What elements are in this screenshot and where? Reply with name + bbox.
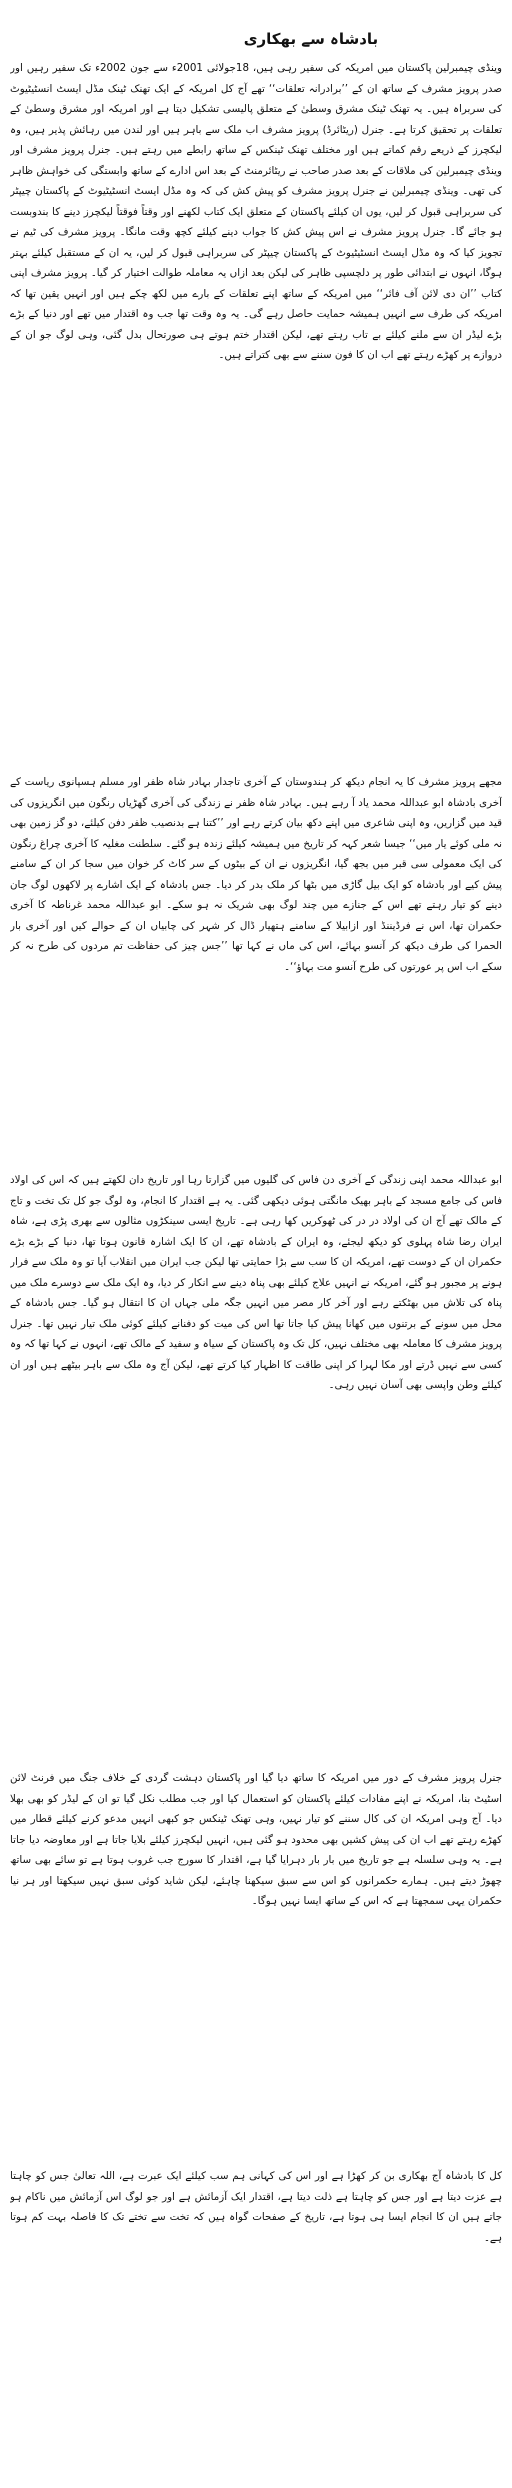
paragraph-5: کل کا بادشاہ آج بھکاری بن کر کھڑا ہے اور اس کی کہانی ہم سب کیلئے ایک عبرت ہے، اللہ تعالیٰ جس کو چاہتا ہے عزت دیتا ہے اور جس کو چاہتا ہے ذلت دیتا ہے، اقتدار ایک آزمائش ہے اور جو لوگ اس آزمائش میں ناکام ہو جاتے ہیں ان کا انجام ایسا ہی ہوتا ہے، تاریخ کے صفحات گواہ ہیں کہ تخت سے تختے تک کا فاصلہ بہت کم ہوتا ہے۔ — [10, 2170, 502, 2244]
paragraph-2: مجھے پرویز مشرف کا یہ انجام دیکھ کر ہندوستان کے آخری تاجدار بہادر شاہ ظفر اور مسلم ہسپانوی ریاست کے آخری بادشاہ ابو عبداللہ محمد یاد آ رہے ہیں۔ بہادر شاہ ظفر نے زندگی کی آخری گھڑیاں رنگون میں انگریزوں کی قید میں گزاریں، وہ اپنی شاعری میں اپنے دکھ بیان کرتے رہے اور ’’کتنا ہے بدنصیب ظفر دفن کیلئے، دو گز زمین بھی نہ ملی کوئے یار میں‘‘ جیسا شعر کہہ کر تاریخ میں ہمیشہ کیلئے زندہ ہو گئے۔ سلطنت مغلیہ کا آخری چراغ رنگون کی ایک معمولی سی قبر میں بجھ گیا، انگریزوں نے ان کے بیٹوں کے سر کاٹ کر خوان میں سجا کر ان کے سامنے پیش کیے اور بادشاہ کو ایک بیل گاڑی میں بٹھا کر ملک بدر کر دیا۔ جس بادشاہ کے ایک اشارے پر لاکھوں لوگ جان دینے کو تیار رہتے تھے اس کے جنازے میں چند لوگ بھی شریک نہ ہو سکے۔ ابو عبداللہ محمد غرناطہ کا آخری حکمران تھا، اس نے فرڈیننڈ اور ازابیلا کے سامنے ہتھیار ڈال کر شہر کی چابیاں ان کے حوالے کیں اور آخری بار الحمرا کی طرف دیکھ کر آنسو بہائے، اس کی ماں نے کہا تھا ’’جس چیز کی حفاظت تم مردوں کی طرح نہ کر سکے اب اس پر عورتوں کی طرح آنسو مت بہاؤ‘‘۔ — [10, 776, 502, 973]
paragraph-1: وینڈی چیمبرلین پاکستان میں امریکہ کی سفیر رہی ہیں، 18جولائی 2001ء سے جون 2002ء تک سفیر رہیں اور صدر پرویز مشرف کے ساتھ ان کے ’’برادرانہ تعلقات‘‘ تھے آج کل امریکہ کے ایک تھنک ٹینک مڈل ایسٹ انسٹیٹیوٹ کی سربراہ ہیں۔ یہ تھنک ٹینک مشرق وسطیٰ کے متعلق پالیسی تشکیل دیتا ہے اور امریکہ اور مشرق وسطیٰ کے تعلقات پر تحقیق کرتا ہے۔ جنرل (ریٹائرڈ) پرویز مشرف اب ملک سے باہر ہیں اور لندن میں رہائش پذیر ہیں، وہ لیکچرز کے ذریعے رقم کماتے ہیں اور مختلف تھنک ٹینکس کے ساتھ رابطے میں رہتے ہیں۔ جنرل پرویز مشرف اور وینڈی چیمبرلین کی ملاقات کے بعد صدر صاحب نے ریٹائرمنٹ کے بعد اس ادارے کے ساتھ وابستگی کی خواہش ظاہر کی تھی۔ وینڈی چیمبرلین نے جنرل پرویز مشرف کو پیش کش کی کہ وہ مڈل ایسٹ انسٹیٹیوٹ کے پاکستان چیپٹر کی سربراہی قبول کر لیں، یوں ان کیلئے پاکستان کے متعلق ایک کتاب لکھنے اور وقتاً فوقتاً لیکچرز دینے کا بندوبست ہو جائے گا۔ جنرل پرویز مشرف نے اس پیش کش کا جواب دینے کیلئے کچھ وقت مانگا۔ پرویز مشرف کی ٹیم نے تجویز کیا کہ وہ مڈل ایسٹ انسٹیٹیوٹ کے پاکستان چیپٹر کی سربراہی قبول کر لیں، یہ ان کے مستقبل کیلئے بہتر ہوگا، انہوں نے ابتدائی طور پر دلچسپی ظاہر کی لیکن بعد ازاں یہ معاملہ طوالت اختیار کر گیا۔ پرویز مشرف اپنی کتاب ’’ان دی لائن آف فائر‘‘ میں امریکہ کے ساتھ اپنے تعلقات کے بارے میں لکھ چکے ہیں اور انہیں یقین تھا کہ امریکہ کی طرف سے انہیں ہمیشہ حمایت حاصل رہے گی۔ یہ وہ وقت تھا جب وہ اقتدار میں تھے اور دنیا کے بڑے بڑے لیڈر ان سے ملنے کیلئے بے تاب رہتے تھے، لیکن اقتدار ختم ہوتے ہی صورتحال بدل گئی، وہی لوگ جو ان کے دروازے پر کھڑے رہتے تھے اب ان کا فون سننے سے بھی کتراتے ہیں۔ — [10, 62, 502, 361]
column-title: بادشاہ سے بھکاری — [243, 30, 379, 48]
paragraph-4: جنرل پرویز مشرف کے دور میں امریکہ کا ساتھ دیا گیا اور پاکستان دہشت گردی کے خلاف جنگ میں فرنٹ لائن اسٹیٹ بنا، امریکہ نے اپنے مفادات کیلئے پاکستان کو استعمال کیا اور جب مطلب نکل گیا تو ان کے لیڈر کو بھی بھلا دیا۔ آج وہی امریکہ ان کی کال سننے کو تیار نہیں، وہی تھنک ٹینکس جو کبھی انہیں مدعو کرنے کیلئے قطار میں کھڑے رہتے تھے اب ان کی پیش کشیں بھی محدود ہو گئی ہیں، انہیں لیکچرز کیلئے بلایا جاتا ہے اور معاوضہ دیا جاتا ہے۔ یہ وہی سلسلہ ہے جو تاریخ میں بار بار دہرایا گیا ہے، اقتدار کا سورج جب غروب ہوتا ہے تو سائے بھی ساتھ چھوڑ دیتے ہیں۔ ہمارے حکمرانوں کو اس سے سبق سیکھنا چاہئے، لیکن شاید کوئی سبق نہیں سیکھتا اور ہر نیا حکمران یہی سمجھتا ہے کہ اس کے ساتھ ایسا نہیں ہوگا۔ — [10, 1772, 502, 1907]
paragraph-3: ابو عبداللہ محمد اپنی زندگی کے آخری دن فاس کی گلیوں میں گزارتا رہا اور تاریخ دان لکھتے ہیں کہ اس کی اولاد فاس کی جامع مسجد کے باہر بھیک مانگتی ہوئی دیکھی گئی۔ یہ ہے اقتدار کا انجام، وہ لوگ جو کل تک تخت و تاج کے مالک تھے آج ان کی اولاد در در کی ٹھوکریں کھا رہی ہے۔ تاریخ ایسی سینکڑوں مثالوں سے بھری پڑی ہے، شاہ ایران رضا شاہ پہلوی کو دیکھ لیجئے، وہ ایران کے بادشاہ تھے، ان کا ایک اشارہ قانون ہوتا تھا، دنیا کے بڑے بڑے حکمران ان کے دوست تھے، امریکہ ان کا سب سے بڑا حمایتی تھا لیکن جب ایران میں انقلاب آیا تو وہ ملک سے فرار ہونے پر مجبور ہو گئے، امریکہ نے انہیں علاج کیلئے بھی پناہ دینے سے انکار کر دیا، وہ ایک ملک سے دوسرے ملک میں پناہ کی تلاش میں بھٹکتے رہے اور آخر کار مصر میں انہیں جگہ ملی جہاں ان کا انتقال ہو گیا۔ جس بادشاہ کے محل میں سونے کے برتنوں میں کھانا پیش کیا جاتا تھا اس کی میت کو دفنانے کیلئے کوئی ملک تیار نہیں تھا۔ جنرل پرویز مشرف کا معاملہ بھی مختلف نہیں، کل تک وہ پاکستان کے سیاہ و سفید کے مالک تھے، انہوں نے کہا تھا کہ وہ کسی سے نہیں ڈرتے اور مکا لہرا کر اپنی طاقت کا اظہار کیا کرتے تھے، لیکن آج وہ ملک سے باہر بیٹھے ہیں اور ان کیلئے وطن واپسی بھی آسان نہیں رہی۔ — [10, 1174, 502, 1391]
